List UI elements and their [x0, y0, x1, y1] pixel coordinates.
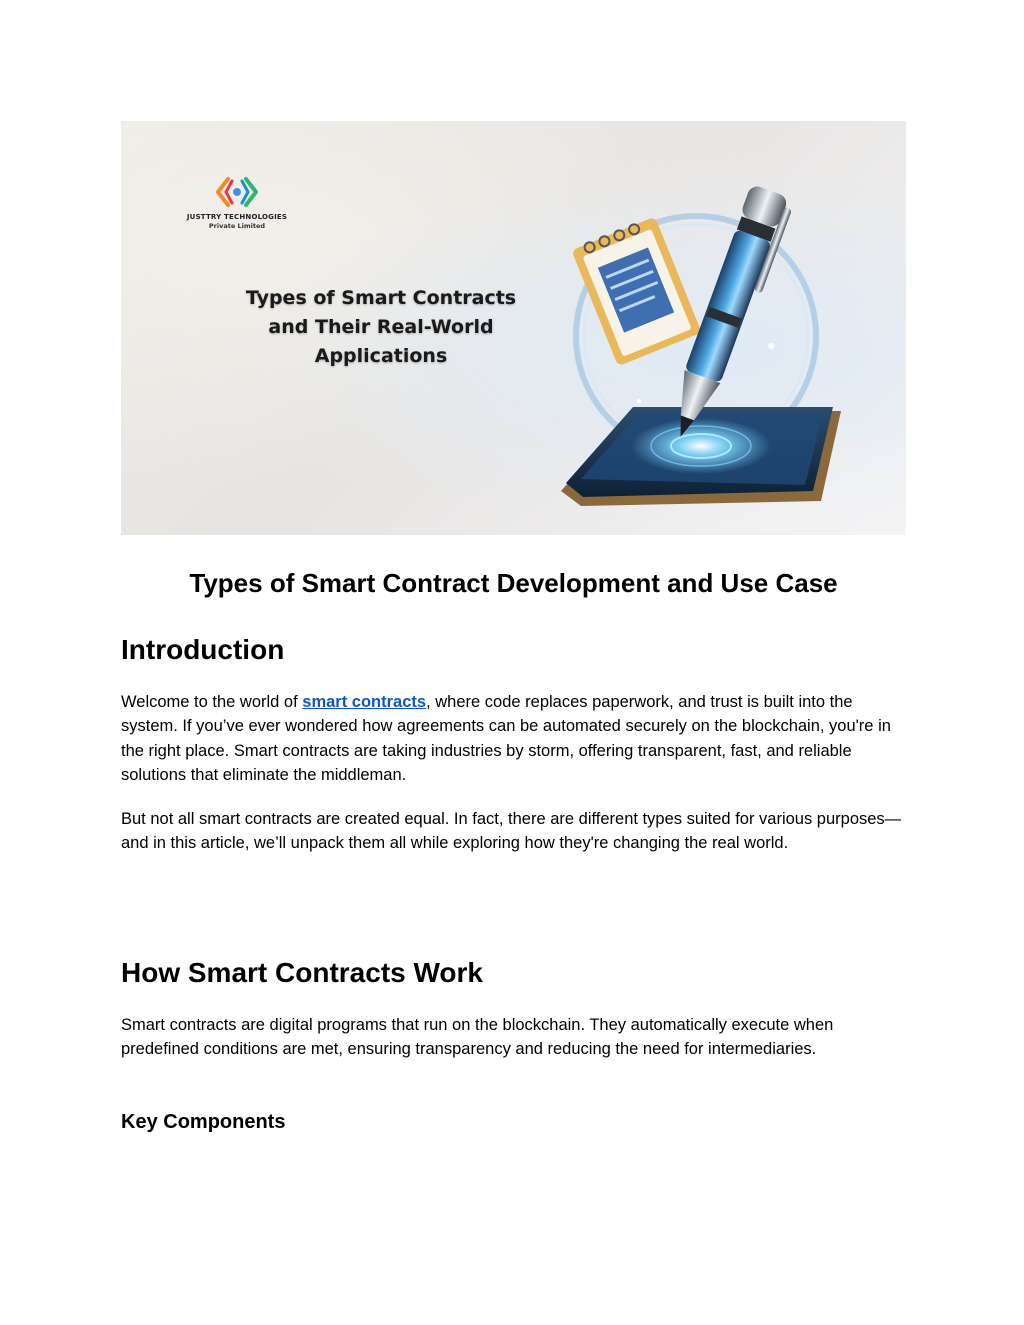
smart-contracts-link[interactable]: smart contracts [302, 693, 427, 711]
key-components-heading: Key Components [121, 1111, 286, 1133]
pen-on-tablet-icon [521, 161, 881, 521]
hero-title-line: Applications [314, 345, 448, 367]
document-title: Types of Smart Contract Development and Use Case [189, 568, 838, 598]
intro-text-after-link: , where code replaces paperwork, and trust is built into the system. If you’ve ever wondered how agreements can be automated securely on the blockchain, you're in the right place. Smart contracts are taking industries by storm, offering transparent, fast, and reliable solutions that eliminate the middleman. [121, 693, 891, 784]
hero-title [216, 284, 546, 371]
company-logo [177, 175, 297, 230]
hero-title-line: and Their Real-World [268, 316, 494, 338]
hero-banner-image [121, 121, 906, 535]
logo-name: JUSTTRY TECHNOLOGIES [186, 213, 288, 221]
introduction-heading: Introduction [121, 634, 285, 665]
hero-title-line: Types of Smart Contracts [245, 287, 517, 309]
intro-text-before-link: Welcome to the world of [121, 693, 303, 711]
introduction-paragraph-2: But not all smart contracts are created equal. In fact, there are different types suited for various purposes—and in this article, we’ll unpack them all while exploring how they're changing the real world. [121, 810, 902, 853]
how-smart-contracts-work-heading: How Smart Contracts Work [121, 957, 483, 988]
introduction-paragraph-1 [121, 690, 906, 787]
company-logo-icon [214, 175, 260, 209]
how-smart-contracts-work-paragraph: Smart contracts are digital programs that run on the blockchain. They automatically execute when predefined conditions are met, ensuring transparency and reducing the need for intermediaries. [121, 1016, 834, 1059]
logo-subtitle: Private Limited [208, 222, 266, 230]
